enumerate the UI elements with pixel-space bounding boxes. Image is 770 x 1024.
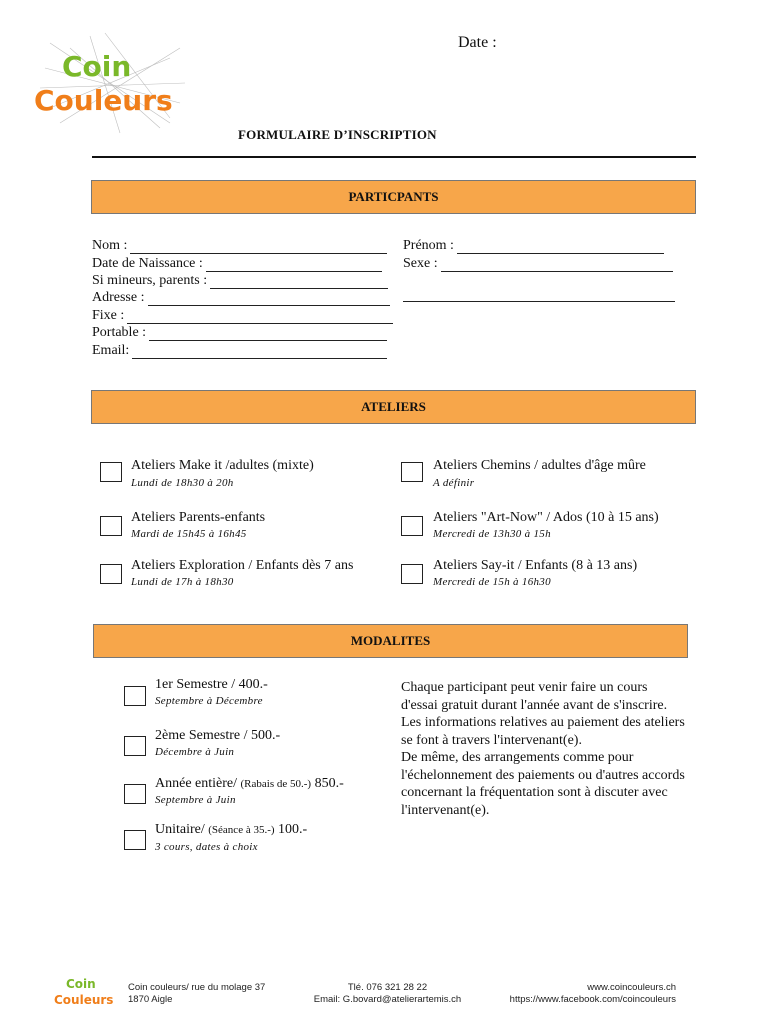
payment-subtitle: Septembre à Décembre (155, 695, 263, 707)
footer-logo (52, 972, 116, 1012)
payment-checkbox-unitaire[interactable] (124, 830, 146, 850)
payment-session-note: (Séance à 35.-) (208, 824, 275, 836)
payment-checkbox-full-year[interactable] (124, 784, 146, 804)
payment-discount-note: (Rabais de 50.-) (240, 778, 312, 790)
adresse-blank[interactable] (148, 294, 390, 306)
workshop-title: Ateliers Parents-enfants (131, 510, 266, 525)
footer-website-link[interactable]: www.coincouleurs.ch (587, 982, 676, 993)
info-paragraph: Les informations relatives au paiement des ateliers se font à travers l'intervenant(e). (401, 715, 685, 748)
payment-info-text (401, 679, 686, 819)
workshop-checkbox-art-now[interactable] (401, 516, 423, 536)
workshop-title: Ateliers Exploration / Enfants dès 7 ans (131, 558, 354, 573)
payment-title-full-year (155, 776, 344, 792)
ateliers-header: ATELIERS (91, 390, 696, 424)
payment-subtitle: Décembre à Juin (155, 746, 235, 758)
payment-title-unitaire (155, 822, 307, 838)
date-naissance-blank[interactable] (206, 260, 382, 272)
payment-price: 100.- (274, 822, 308, 837)
workshop-title: Ateliers Make it /adultes (mixte) (131, 458, 314, 473)
payment-title: Année entière/ (155, 776, 241, 791)
workshop-schedule: Mercredi de 15h à 16h30 (433, 576, 551, 588)
nom-blank[interactable] (130, 242, 387, 254)
footer-contact (305, 982, 470, 1006)
payment-checkbox-semester-1[interactable] (124, 686, 146, 706)
form-title: FORMULAIRE D’INSCRIPTION (238, 127, 437, 142)
workshop-schedule: A définir (433, 477, 475, 489)
adresse-label: Adresse : (92, 290, 145, 305)
adresse-continued-field[interactable] (403, 290, 675, 302)
parents-blank[interactable] (210, 277, 388, 289)
payment-subtitle: Septembre à Juin (155, 794, 236, 806)
sexe-field[interactable] (403, 256, 673, 272)
footer-address-line2: 1870 Aigle (128, 994, 173, 1005)
nom-field[interactable] (92, 238, 387, 254)
date-label: Date : (458, 34, 497, 51)
payment-subtitle: 3 cours, dates à choix (155, 841, 258, 853)
payment-title: 2ème Semestre / 500.- (155, 728, 281, 743)
prenom-blank[interactable] (457, 242, 664, 254)
svg-text:Coin: Coin (66, 977, 96, 991)
fixe-blank[interactable] (127, 312, 393, 324)
email-field[interactable] (92, 343, 387, 359)
footer-address-line1: Coin couleurs/ rue du molage 37 (128, 982, 266, 993)
adresse-continued-blank[interactable] (403, 290, 675, 302)
logo-graphic (30, 28, 190, 138)
participants-header: PARTICPANTS (91, 180, 696, 214)
portable-label: Portable : (92, 325, 147, 340)
payment-title: 1er Semestre / 400.- (155, 677, 268, 692)
footer-phone: Tlé. 076 321 28 22 (347, 982, 428, 993)
footer-facebook-link[interactable]: https://www.facebook.com/coincouleurs (509, 994, 676, 1005)
fixe-field[interactable] (92, 308, 393, 324)
svg-text:Coin: Coin (62, 50, 132, 83)
workshop-schedule: Mercredi de 13h30 à 15h (433, 528, 551, 540)
sexe-label: Sexe : (403, 256, 438, 271)
portable-field[interactable] (92, 325, 387, 341)
date-naissance-label: Date de Naissance : (92, 256, 203, 271)
footer-address (128, 982, 265, 1006)
parents-field[interactable] (92, 273, 388, 289)
adresse-field[interactable] (92, 290, 390, 306)
nom-label: Nom : (92, 238, 128, 253)
payment-title: Unitaire/ (155, 822, 209, 837)
sexe-blank[interactable] (441, 260, 673, 272)
workshop-checkbox-chemins[interactable] (401, 462, 423, 482)
prenom-label: Prénom : (403, 238, 454, 253)
workshop-title: Ateliers "Art-Now" / Ados (10 à 15 ans) (433, 510, 659, 525)
workshop-checkbox-parents-enfants[interactable] (100, 516, 122, 536)
workshop-checkbox-exploration[interactable] (100, 564, 122, 584)
info-paragraph: De même, des arrangements comme pour l'échelonnement des paiements ou d'autres accords concernant la fréquentation sont à discuter avec l'intervenant(e). (401, 750, 685, 818)
footer-links (510, 982, 676, 1006)
payment-checkbox-semester-2[interactable] (124, 736, 146, 756)
svg-text:Couleurs: Couleurs (54, 993, 114, 1007)
info-paragraph: Chaque participant peut venir faire un cours d'essai gratuit durant l'année avant de s'inscrire. (401, 680, 668, 713)
workshop-checkbox-make-it[interactable] (100, 462, 122, 482)
coin-couleurs-logo (30, 28, 190, 138)
workshop-schedule: Mardi de 15h45 à 16h45 (131, 528, 247, 540)
workshop-checkbox-say-it[interactable] (401, 564, 423, 584)
footer-logo-graphic (52, 972, 116, 1012)
email-blank[interactable] (132, 347, 387, 359)
email-label: Email: (92, 343, 130, 358)
prenom-field[interactable] (403, 238, 664, 254)
parents-label: Si mineurs, parents : (92, 273, 208, 288)
date-naissance-field[interactable] (92, 256, 382, 272)
svg-text:Couleurs: Couleurs (34, 84, 173, 117)
workshop-schedule: Lundi de 17h à 18h30 (131, 576, 234, 588)
modalites-header: MODALITES (93, 624, 688, 658)
footer-email[interactable]: Email: G.bovard@atelierartemis.ch (313, 994, 462, 1005)
fixe-label: Fixe : (92, 308, 125, 323)
workshop-title: Ateliers Chemins / adultes d'âge mûre (433, 458, 646, 473)
title-divider (92, 156, 696, 158)
workshop-title: Ateliers Say-it / Enfants (8 à 13 ans) (433, 558, 638, 573)
payment-price: 850.- (311, 776, 344, 791)
portable-blank[interactable] (149, 329, 387, 341)
workshop-schedule: Lundi de 18h30 à 20h (131, 477, 234, 489)
